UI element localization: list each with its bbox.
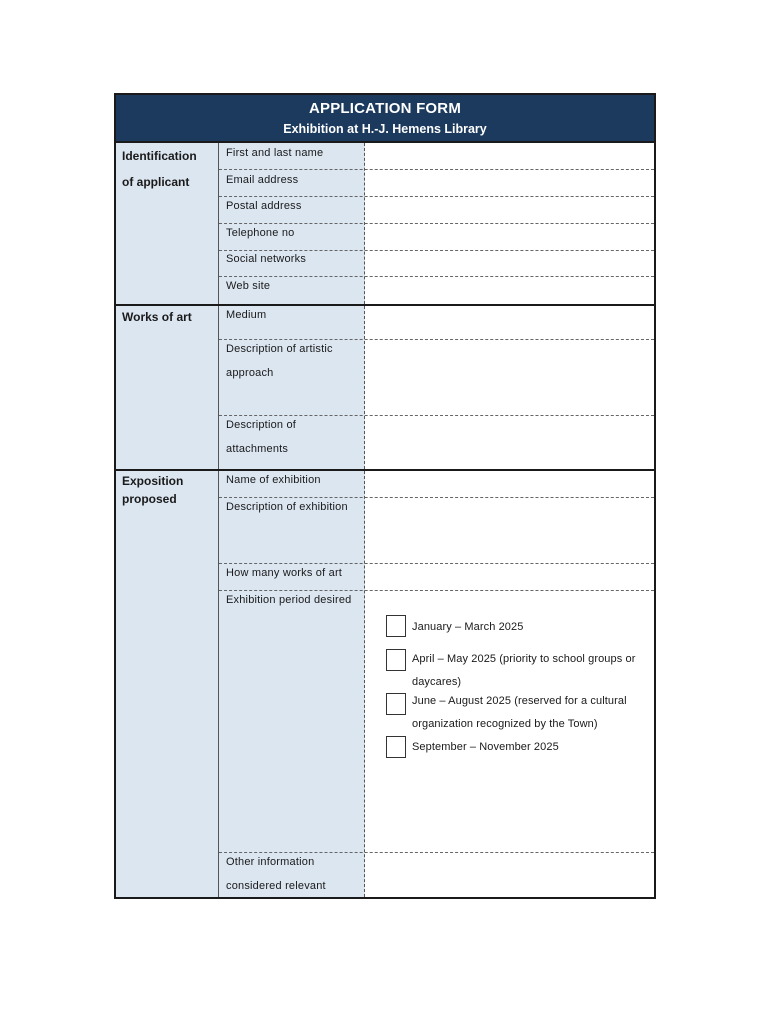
exhibition-name-row [219,471,654,498]
period-checkbox-sep-nov[interactable] [386,736,406,758]
medium-field[interactable] [365,306,654,339]
exhibition-period-label: Exhibition period desired [226,594,352,606]
form-title: APPLICATION FORM [308,100,462,117]
other-info-field[interactable] [365,853,654,899]
exhibition-description-row [219,498,654,564]
attachments-row [219,416,654,471]
application-form [114,93,656,899]
attachments-label-line1: Description of [226,419,297,431]
exposition-label-line1: Exposition [122,474,184,488]
first-last-name-label: First and last name [226,147,324,159]
period-checkbox-jan-mar[interactable] [386,615,406,637]
attachments-label-line2: attachments [226,443,289,455]
identification-label [116,143,219,304]
identification-section [116,143,654,304]
telephone-field[interactable] [365,224,654,250]
artistic-approach-row [219,340,654,416]
form-header [116,95,654,143]
email-field[interactable] [365,170,654,196]
form-subtitle: Exhibition at H.-J. Hemens Library [283,122,487,136]
period-option-apr-may-text: April – May 2025 (priority to school groups or daycares) [412,653,636,688]
first-last-name-row [219,143,654,170]
attachments-field[interactable] [365,416,654,471]
exhibition-name-field[interactable] [365,471,654,497]
artistic-approach-label-line2: approach [226,367,274,379]
works-section [116,304,654,469]
period-checkbox-jun-aug[interactable] [386,693,406,715]
web-site-row [219,277,654,304]
artistic-approach-label-line1: Description of artistic [226,343,333,355]
other-info-row [219,853,654,899]
medium-row [219,306,654,340]
period-option-jan-mar-text: January – March 2025 [412,621,524,633]
email-label: Email address [226,174,299,186]
attachments-label [226,413,360,461]
postal-address-label: Postal address [226,200,302,212]
works-count-field[interactable] [365,564,654,590]
exposition-label-line2: proposed [122,492,177,506]
works-count-label: How many works of art [226,567,343,579]
postal-address-row [219,197,654,224]
first-last-name-field[interactable] [365,143,654,169]
social-networks-field[interactable] [365,251,654,276]
email-row [219,170,654,197]
period-checkbox-apr-may[interactable] [386,649,406,671]
web-site-field[interactable] [365,277,654,304]
other-info-label-line2: considered relevant [226,880,326,892]
exhibition-name-label: Name of exhibition [226,474,321,486]
identification-label-line1: Identification [122,149,197,163]
other-info-label [226,850,360,898]
artistic-approach-label [226,337,360,385]
web-site-label: Web site [226,280,271,292]
exhibition-description-field[interactable] [365,498,654,563]
telephone-label: Telephone no [226,227,295,239]
period-option-jun-aug-text: June – August 2025 (reserved for a cultural organization recognized by the Town) [412,695,627,730]
works-label: Works of art [116,306,219,469]
medium-label: Medium [226,309,267,321]
exposition-label [116,471,219,897]
other-info-label-line1: Other information [226,856,315,868]
exhibition-description-label: Description of exhibition [226,501,348,513]
exposition-section [116,469,654,897]
artistic-approach-field[interactable] [365,340,654,415]
period-option-sep-nov-text: September – November 2025 [412,741,559,753]
identification-label-line2: of applicant [122,175,190,189]
social-networks-label: Social networks [226,253,307,265]
works-count-row [219,564,654,591]
postal-address-field[interactable] [365,197,654,223]
